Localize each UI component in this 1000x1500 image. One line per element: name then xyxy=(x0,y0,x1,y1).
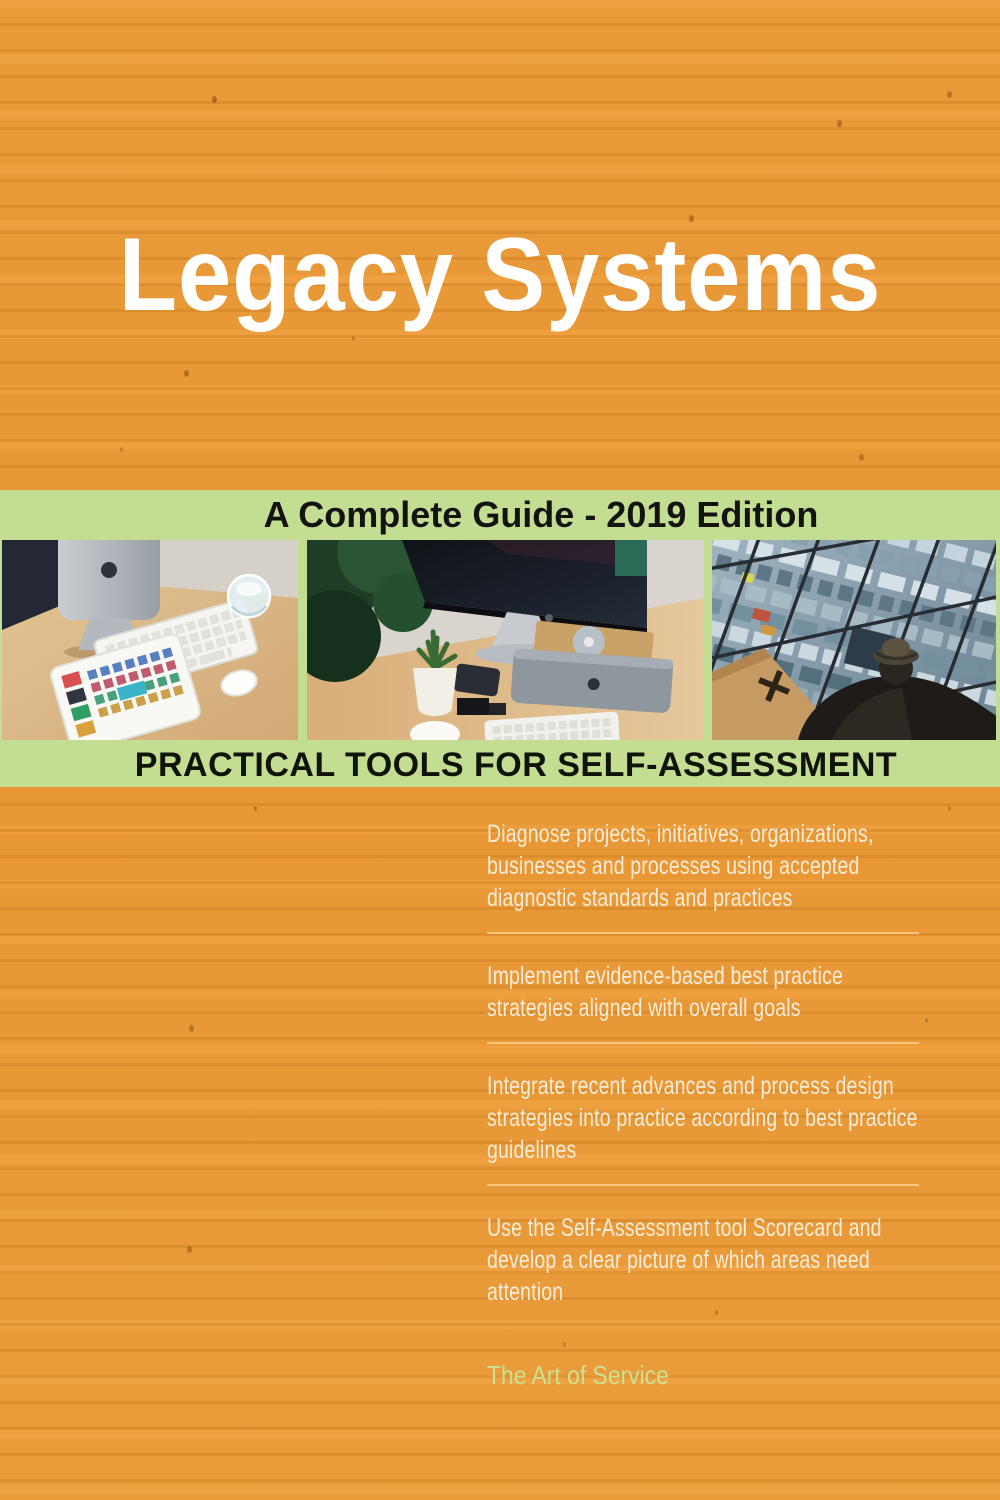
publisher-name: The Art of Service xyxy=(487,1360,669,1390)
book-title: Legacy Systems xyxy=(118,217,882,333)
bullet-item xyxy=(487,1212,957,1308)
bullet-item xyxy=(487,818,957,914)
bullet-divider xyxy=(487,1042,919,1044)
bullet-divider xyxy=(487,1184,919,1186)
wood-grain-specks xyxy=(0,0,3,5)
bullet-line: develop a clear picture of which areas need xyxy=(487,1246,870,1274)
book-subtitle: A Complete Guide - 2019 Edition xyxy=(263,494,819,535)
desk-imac-tablet-photo xyxy=(2,540,298,740)
bullet-line: Use the Self-Assessment tool Scorecard and xyxy=(487,1214,882,1242)
desk-monitor-laptop-photo xyxy=(307,540,704,740)
bullet-list xyxy=(487,818,957,1308)
photo-strip xyxy=(0,537,1000,743)
bullet-line: guidelines xyxy=(487,1136,577,1164)
city-overlook-photo xyxy=(712,540,996,740)
bullet-line: attention xyxy=(487,1278,564,1306)
bullet-line: Diagnose projects, initiatives, organizations, xyxy=(487,820,874,848)
bullet-divider xyxy=(487,932,919,934)
bullet-line: strategies aligned with overall goals xyxy=(487,994,801,1022)
bullet-line: Integrate recent advances and process design xyxy=(487,1072,894,1100)
bullet-line: businesses and processes using accepted xyxy=(487,852,860,880)
bullet-line: Implement evidence-based best practice xyxy=(487,962,844,990)
bullet-line: diagnostic standards and practices xyxy=(487,884,793,912)
bullet-item xyxy=(487,1070,957,1166)
tagline-band: PRACTICAL TOOLS FOR SELF-ASSESSMENT xyxy=(134,746,898,784)
bullet-item xyxy=(487,960,957,1024)
middle-section xyxy=(0,490,1000,787)
bullet-line: strategies into practice according to best practice xyxy=(487,1104,918,1132)
